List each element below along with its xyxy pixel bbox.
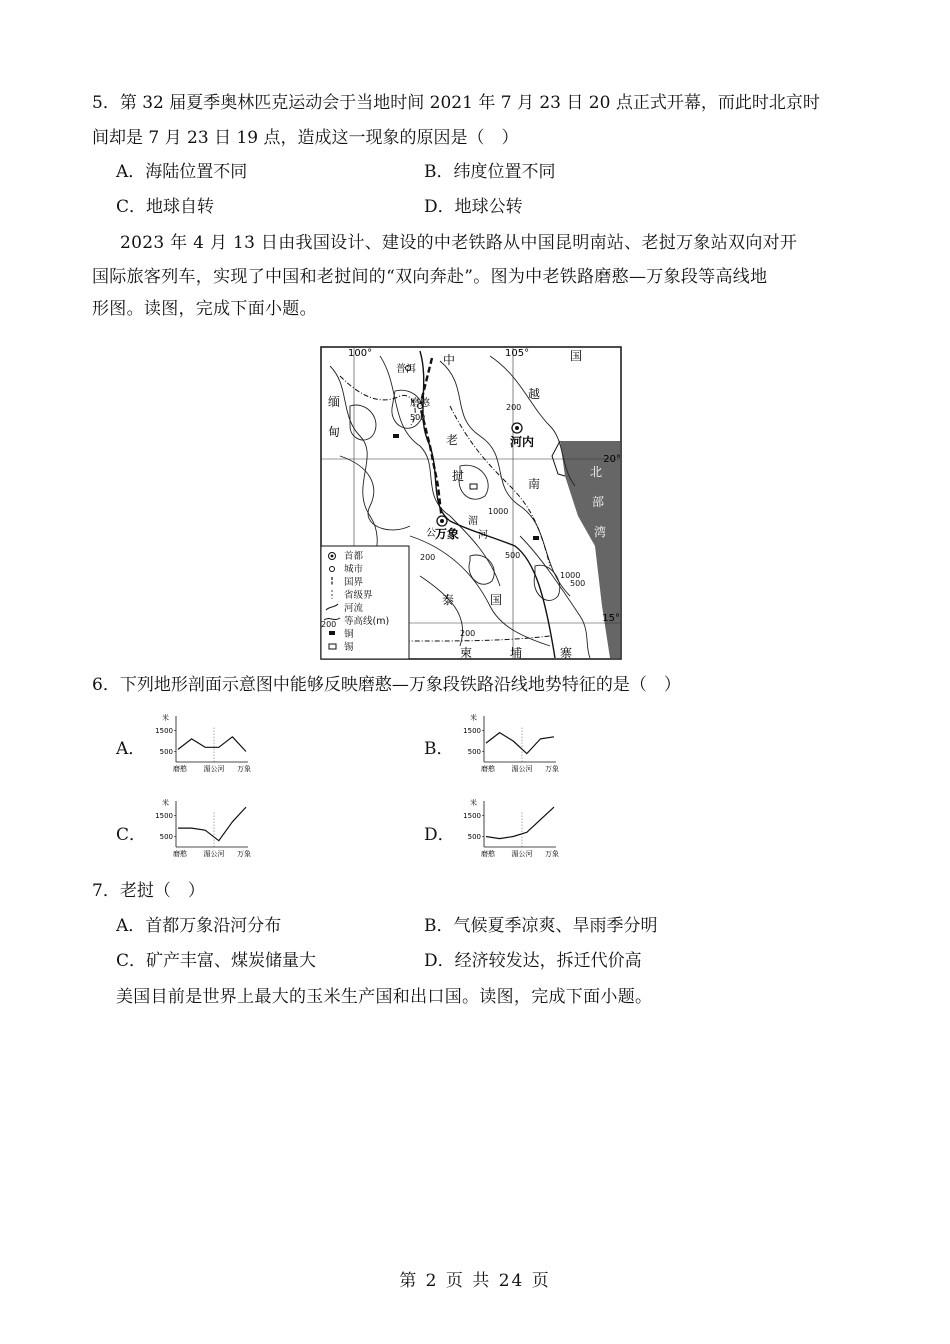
passage1-line2: 国际旅客列车，实现了中国和老挝间的“双向奔赴”。图为中老铁路磨憨—万象段等高线地 [92, 267, 768, 287]
q6-option-c-letter[interactable]: C． [116, 825, 147, 845]
x-tick-label: 万象 [545, 765, 559, 773]
legend-contour-value: 200 [321, 620, 337, 629]
q6-option-b-letter[interactable]: B． [424, 739, 454, 759]
label-mekong-1: 湄 [468, 516, 478, 527]
copper-symbol [533, 536, 539, 540]
contour-label: 1000 [488, 507, 509, 516]
y-tick-label: 500 [467, 833, 481, 841]
legend-copper: 铜 [344, 629, 354, 640]
label-gulf-3: 湾 [594, 525, 607, 539]
q5-option-d[interactable]: D．地球公转 [424, 197, 523, 217]
lon-label-105: 105° [505, 348, 530, 359]
x-tick-label: 湄公河 [511, 765, 533, 773]
x-tick-label: 磨憨 [173, 765, 187, 773]
legend-tin: 锡 [344, 642, 354, 653]
legend-city: 城市 [344, 564, 364, 575]
x-tick-label: 磨憨 [481, 765, 495, 773]
map-legend [321, 546, 409, 659]
q7-option-c[interactable]: C．矿产丰富、煤炭储量大 [116, 951, 317, 971]
x-tick-label: 湄公河 [203, 850, 225, 858]
y-tick-label: 1500 [155, 727, 173, 735]
y-unit-label: 米 [470, 799, 477, 807]
contour-label: 500 [505, 551, 521, 560]
x-tick-label: 万象 [237, 765, 251, 773]
x-tick-label: 湄公河 [511, 850, 533, 858]
label-thailand-2: 国 [490, 593, 503, 607]
label-hanoi: 河内 [510, 435, 535, 449]
profile-chart-d[interactable] [454, 797, 564, 859]
lon-label-100: 100° [348, 348, 373, 359]
label-cambodia-1: 柬 [460, 646, 473, 660]
profile-line [178, 737, 246, 752]
y-unit-label: 米 [162, 799, 169, 807]
passage1-line1: 2023 年 4 月 13 日由我国设计、建设的中老铁路从中国昆明南站、老挝万象站双向对开 [120, 233, 798, 253]
legend-contour: 等高线(m) [344, 616, 390, 627]
copper-symbol [393, 434, 399, 438]
q7-option-a[interactable]: A．首都万象沿河分布 [116, 916, 282, 936]
y-tick-label: 1500 [463, 727, 481, 735]
contour-label: 200 [420, 553, 436, 562]
q5-stem-line1: 5．第 32 届夏季奥林匹克运动会于当地时间 2021 年 7 月 23 日 20 点正式开幕，而此时北京时 [92, 93, 820, 113]
label-myanmar-1: 缅 [328, 395, 341, 409]
contour-label: 1000 [560, 571, 581, 580]
label-myanmar-2: 甸 [328, 425, 341, 439]
lat-label-15: 15° [602, 613, 620, 624]
legend-capital: 首都 [344, 551, 364, 562]
lat-label-20: 20° [603, 454, 621, 465]
profile-line [178, 807, 246, 841]
label-vietnam-2: 南 [528, 477, 541, 491]
profile-line [486, 807, 554, 839]
y-tick-label: 1500 [155, 812, 173, 820]
label-mekong-2: 公 [426, 528, 436, 539]
y-tick-label: 500 [159, 833, 173, 841]
contour-label: 200 [460, 629, 476, 638]
x-tick-label: 磨憨 [481, 850, 495, 858]
label-gulf-2: 部 [592, 495, 605, 509]
q7-option-d[interactable]: D．经济较发达，拆迁代价高 [424, 951, 642, 971]
label-thailand-1: 泰 [442, 593, 455, 607]
label-laos-1: 老 [446, 433, 459, 447]
label-vietnam-1: 越 [528, 387, 541, 401]
label-laos-2: 挝 [452, 469, 465, 483]
legend-provincial-border: 省级界 [344, 590, 373, 601]
label-gulf-1: 北 [590, 465, 603, 479]
label-vientiane: 万象 [435, 527, 460, 541]
x-tick-label: 湄公河 [203, 765, 225, 773]
profile-chart-c[interactable] [146, 797, 256, 859]
x-tick-label: 万象 [545, 850, 559, 858]
y-unit-label: 米 [470, 714, 477, 722]
profile-chart-a[interactable] [146, 712, 256, 774]
passage1-line3: 形图。读图，完成下面小题。 [92, 299, 317, 319]
label-china-2: 国 [570, 349, 583, 363]
q5-option-a[interactable]: A．海陆位置不同 [116, 162, 248, 182]
q7-option-b[interactable]: B．气候夏季凉爽、旱雨季分明 [424, 916, 658, 936]
q7-stem: 7．老挝（ ） [92, 881, 205, 901]
label-china-1: 中 [443, 353, 456, 367]
label-mekong-3: 河 [478, 530, 488, 541]
label-cambodia-3: 寨 [560, 646, 573, 660]
y-tick-label: 500 [467, 748, 481, 756]
contour-label: 200 [506, 403, 522, 412]
label-puer: 普洱 [396, 364, 416, 375]
label-mohan: 磨憨 [410, 398, 430, 409]
profile-line [486, 733, 554, 754]
q5-option-b[interactable]: B．纬度位置不同 [424, 162, 556, 182]
profile-chart-b[interactable] [454, 712, 564, 774]
y-unit-label: 米 [162, 714, 169, 722]
passage2: 美国目前是世界上最大的玉米生产国和出口国。读图，完成下面小题。 [116, 987, 653, 1007]
contour-label: 500 [410, 413, 426, 422]
x-tick-label: 万象 [237, 850, 251, 858]
x-tick-label: 磨憨 [173, 850, 187, 858]
q6-option-a-letter[interactable]: A． [116, 739, 146, 759]
q5-stem-line2: 间却是 7 月 23 日 19 点，造成这一现象的原因是（ ） [92, 128, 519, 148]
page-footer: 第 2 页 共 24 页 [399, 1271, 551, 1291]
q6-stem: 6．下列地形剖面示意图中能够反映磨憨—万象段铁路沿线地势特征的是（ ） [92, 675, 681, 695]
tin-symbol [470, 484, 477, 489]
y-tick-label: 500 [159, 748, 173, 756]
contour-map [320, 346, 622, 660]
q6-option-d-letter[interactable]: D． [424, 825, 455, 845]
contour-label: 500 [570, 579, 586, 588]
label-cambodia-2: 埔 [510, 646, 523, 660]
y-tick-label: 1500 [463, 812, 481, 820]
legend-national-border: 国界 [344, 577, 364, 588]
q5-option-c[interactable]: C．地球自转 [116, 197, 215, 217]
legend-river: 河流 [344, 603, 364, 614]
